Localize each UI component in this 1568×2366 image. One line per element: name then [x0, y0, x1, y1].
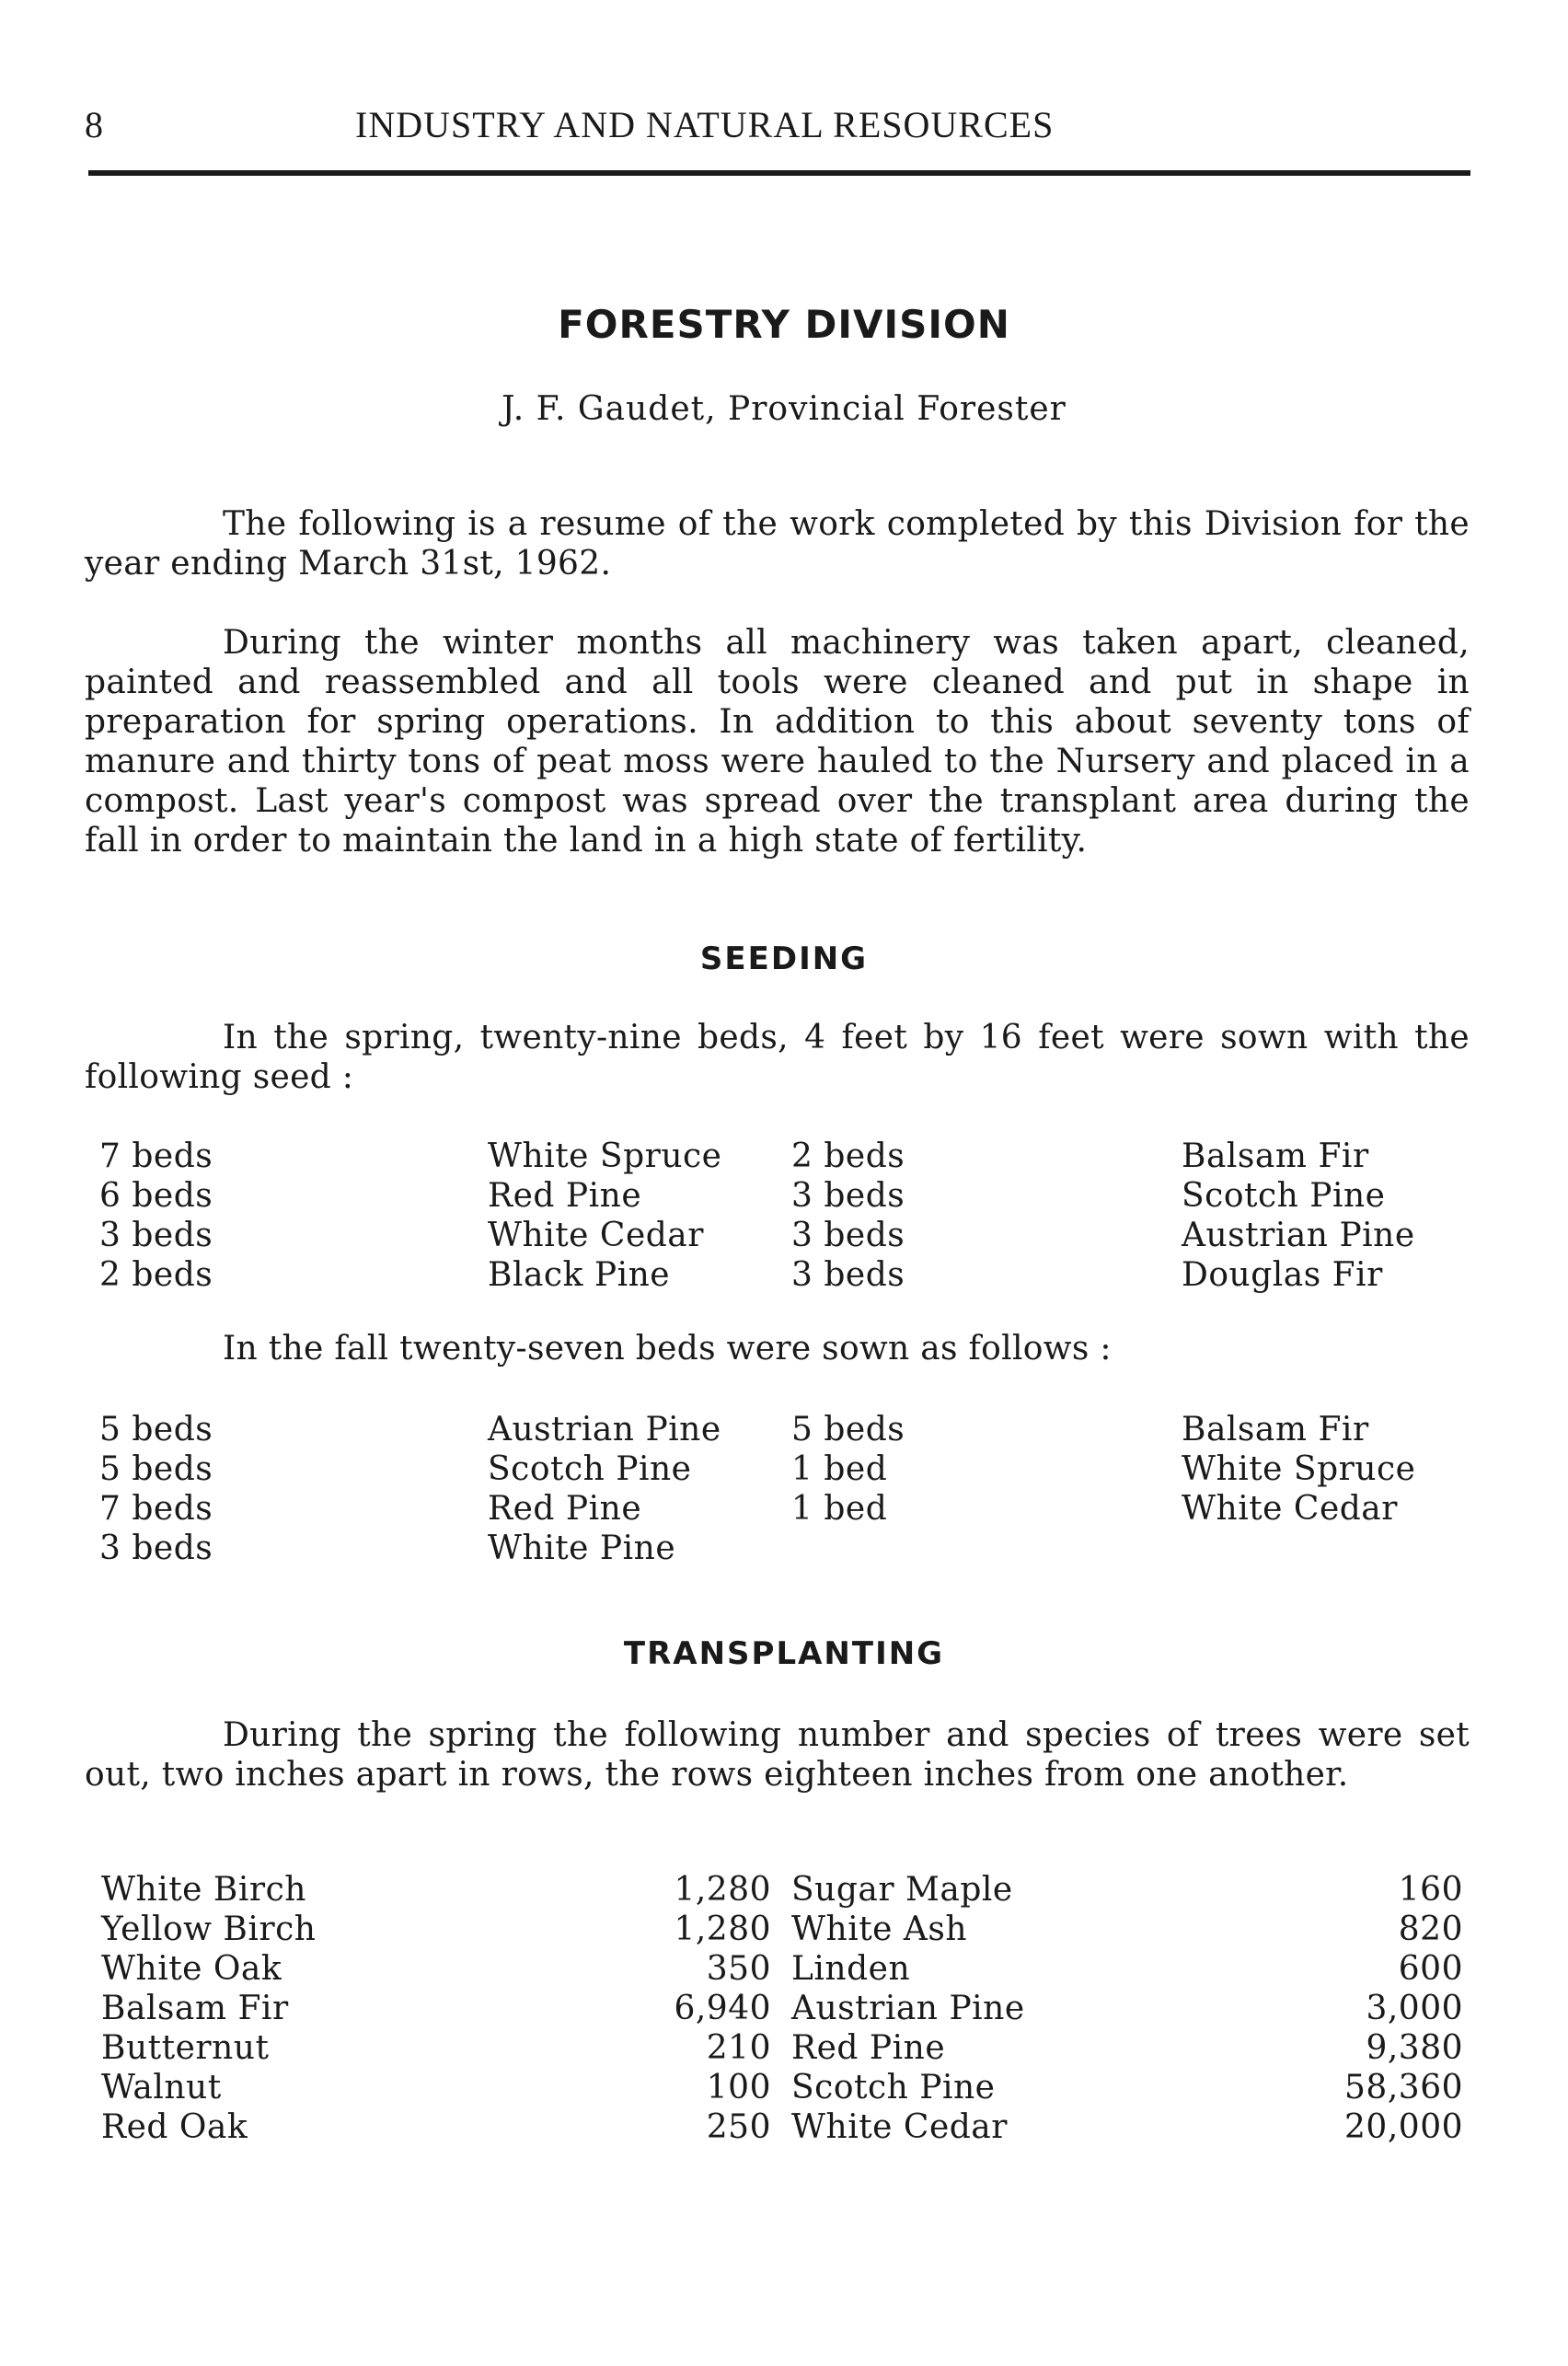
tree-species: Red Pine [791, 2029, 946, 2067]
seed-beds: 2 beds [791, 1137, 905, 1175]
seed-species: Balsam Fir [1182, 1411, 1369, 1448]
tree-species: Butternut [101, 2029, 270, 2067]
tree-count: 350 [706, 1950, 771, 1988]
tree-count: 3,000 [1366, 1990, 1463, 2027]
tree-count: 9,380 [1366, 2029, 1463, 2067]
seed-species: White Cedar [1182, 1490, 1398, 1528]
section-heading: FORESTRY DIVISION [558, 302, 1010, 347]
table-row [0, 1256, 1568, 1296]
tree-species: Scotch Pine [791, 2069, 996, 2106]
table-row [0, 2108, 1568, 2148]
page-number: 8 [85, 104, 104, 145]
tree-count: 58,360 [1344, 2069, 1463, 2106]
tree-species: White Birch [101, 1871, 306, 1909]
tree-species: Yellow Birch [101, 1910, 317, 1948]
table-row [0, 1450, 1568, 1490]
running-title: INDUSTRY AND NATURAL RESOURCES [355, 104, 1055, 145]
seed-species: Scotch Pine [488, 1450, 692, 1488]
header-rule [88, 170, 1470, 176]
table-row [0, 1910, 1568, 1950]
seed-species: Black Pine [488, 1256, 671, 1294]
seed-beds: 7 beds [99, 1490, 213, 1528]
seed-beds: 3 beds [99, 1529, 213, 1567]
tree-count: 6,940 [674, 1990, 771, 2027]
tree-count: 20,000 [1344, 2108, 1463, 2146]
seed-beds: 3 beds [99, 1217, 213, 1254]
tree-count: 210 [706, 2029, 771, 2067]
tree-count: 600 [1398, 1950, 1463, 1988]
tree-count: 160 [1398, 1871, 1463, 1909]
table-row [0, 1950, 1568, 1990]
seed-species: Douglas Fir [1182, 1256, 1383, 1294]
seed-species: White Pine [488, 1529, 676, 1567]
seed-species: Balsam Fir [1182, 1137, 1369, 1175]
winter-paragraph: During the winter months all machinery was taken apart, cleaned, painted and reassembled and all tools were cleaned and put in shape in preparation for spring operations. In addition to this about seventy tons of manure and thirty tons of peat moss were hauled to the Nursery and placed in a compost. Last year's compost was spread over the transplant area during the fall in order to maintain the land in a high state of fertility. [85, 624, 1470, 860]
tree-species: Balsam Fir [101, 1990, 289, 2027]
seeding-heading: SEEDING [699, 941, 869, 977]
seed-species: Red Pine [488, 1177, 642, 1215]
table-row [0, 1871, 1568, 1910]
byline: J. F. Gaudet, Provincial Forester [502, 390, 1066, 428]
table-row [0, 2029, 1568, 2069]
running-header [85, 103, 1474, 158]
tree-species: White Cedar [791, 2108, 1008, 2146]
seed-species: Scotch Pine [1182, 1177, 1386, 1215]
table-row [0, 1411, 1568, 1450]
seed-beds: 3 beds [791, 1217, 905, 1254]
tree-species: Austrian Pine [791, 1990, 1025, 2027]
seed-beds: 7 beds [99, 1137, 213, 1175]
tree-species: Red Oak [101, 2108, 248, 2146]
seed-beds: 1 bed [791, 1490, 888, 1528]
seed-beds: 1 bed [791, 1450, 888, 1488]
seed-beds: 5 beds [99, 1450, 213, 1488]
table-row [0, 1137, 1568, 1177]
seeding-fall-intro: In the fall twenty-seven beds were sown as follows : [223, 1330, 1112, 1368]
tree-count: 1,280 [674, 1871, 771, 1909]
tree-count: 250 [706, 2108, 771, 2146]
tree-count: 820 [1398, 1910, 1463, 1948]
seed-beds: 2 beds [99, 1256, 213, 1294]
seed-beds: 3 beds [791, 1256, 905, 1294]
tree-species: White Oak [101, 1950, 282, 1988]
table-row [0, 1177, 1568, 1217]
tree-count: 1,280 [674, 1910, 771, 1948]
seed-beds: 3 beds [791, 1177, 905, 1215]
table-row [0, 1490, 1568, 1529]
intro-paragraph: The following is a resume of the work completed by this Division for the year ending March 31st, 1962. [85, 505, 1470, 583]
tree-count: 100 [706, 2069, 771, 2106]
seeding-spring-intro: In the spring, twenty-nine beds, 4 feet by 16 feet were sown with the following seed : [85, 1019, 1470, 1096]
tree-species: Sugar Maple [791, 1871, 1013, 1909]
tree-species: White Ash [791, 1910, 968, 1948]
seed-species: White Spruce [1182, 1450, 1416, 1488]
seed-species: Austrian Pine [488, 1411, 721, 1448]
seed-species: Austrian Pine [1182, 1217, 1415, 1254]
seed-species: White Spruce [488, 1137, 722, 1175]
tree-species: Walnut [101, 2069, 222, 2106]
seed-species: White Cedar [488, 1217, 704, 1254]
table-row [0, 1990, 1568, 2029]
table-row [0, 1529, 1568, 1569]
seed-species: Red Pine [488, 1490, 642, 1528]
transplanting-heading: TRANSPLANTING [623, 1635, 945, 1672]
seed-beds: 5 beds [791, 1411, 905, 1448]
seed-beds: 5 beds [99, 1411, 213, 1448]
table-row [0, 2069, 1568, 2108]
transplanting-intro: During the spring the following number and species of trees were set out, two inches apart in rows, the rows eighteen inches from one another. [85, 1716, 1470, 1794]
tree-species: Linden [791, 1950, 911, 1988]
seed-beds: 6 beds [99, 1177, 213, 1215]
table-row [0, 1217, 1568, 1256]
